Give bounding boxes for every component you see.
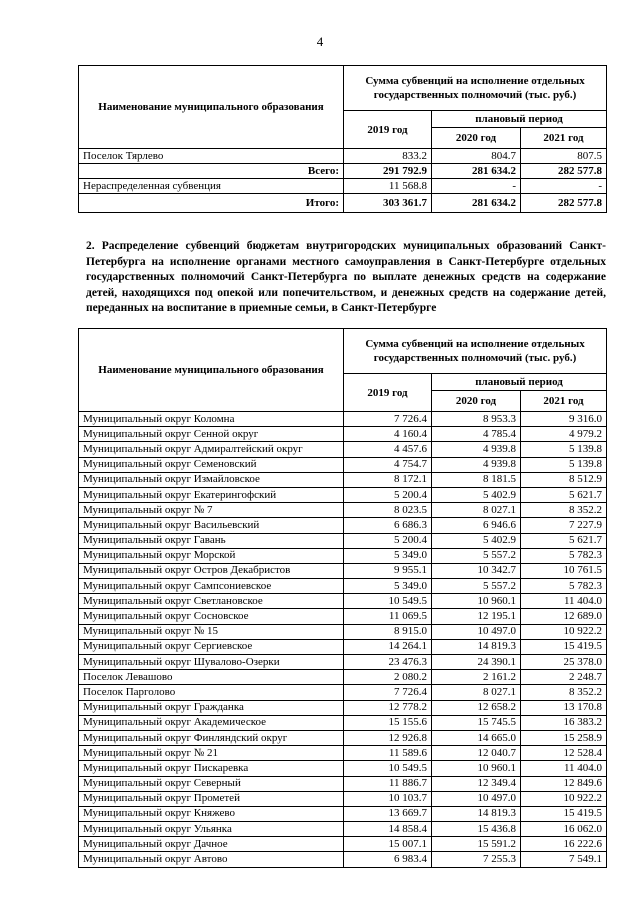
table-row	[79, 837, 607, 852]
value-2019: 11 589.6	[344, 746, 432, 761]
value-2019: 11 069.5	[344, 609, 432, 624]
row-name: Муниципальный округ Ульянка	[79, 822, 344, 837]
table-row	[79, 746, 607, 761]
value-2019: 12 778.2	[344, 700, 432, 715]
value-2019: 2 080.2	[344, 670, 432, 685]
value-2020: 6 946.6	[432, 518, 521, 533]
value-2019: 10 549.5	[344, 761, 432, 776]
row-name: Муниципальный округ № 7	[79, 503, 344, 518]
row-name: Муниципальный округ № 15	[79, 624, 344, 639]
value-2020: 4 939.8	[432, 442, 521, 457]
row-name: Муниципальный округ Екатерингофский	[79, 487, 344, 502]
value-2021: 807.5	[521, 149, 607, 164]
undistributed-row	[79, 179, 607, 194]
value-2020: 24 390.1	[432, 655, 521, 670]
value-2020: 8 027.1	[432, 685, 521, 700]
value-2021: 16 222.6	[521, 837, 607, 852]
value-2021: 12 528.4	[521, 746, 607, 761]
header-planned: плановый период	[432, 374, 607, 391]
value-2021: 10 922.2	[521, 791, 607, 806]
value-2019: 6 686.3	[344, 518, 432, 533]
value-2021: 12 849.6	[521, 776, 607, 791]
value-2021: 10 922.2	[521, 624, 607, 639]
value-2019: 5 200.4	[344, 487, 432, 502]
table-row	[79, 503, 607, 518]
row-name: Муниципальный округ Прометей	[79, 791, 344, 806]
table-row	[79, 670, 607, 685]
value-2019: 10 549.5	[344, 594, 432, 609]
value-2019: 5 349.0	[344, 579, 432, 594]
value-2020: 10 497.0	[432, 624, 521, 639]
value-2021: 16 062.0	[521, 822, 607, 837]
value-2021: 8 352.2	[521, 685, 607, 700]
table-row	[79, 715, 607, 730]
row-name: Муниципальный округ Сампсониевское	[79, 579, 344, 594]
value-2020: 804.7	[432, 149, 521, 164]
row-name: Поселок Тярлево	[79, 149, 344, 164]
row-name: Муниципальный округ Сергиевское	[79, 639, 344, 654]
value-2019: 9 955.1	[344, 563, 432, 578]
value-2019: 11 886.7	[344, 776, 432, 791]
row-name: Муниципальный округ Сосновское	[79, 609, 344, 624]
value-2019: 10 103.7	[344, 791, 432, 806]
row-name: Муниципальный округ Измайловское	[79, 472, 344, 487]
value-2019: 14 264.1	[344, 639, 432, 654]
header-sum-col: Сумма субвенций на исполнение отдельных государственных полномочий (тыс. руб.)	[344, 66, 607, 111]
table-row	[79, 700, 607, 715]
header-sum-col: Сумма субвенций на исполнение отдельных государственных полномочий (тыс. руб.)	[344, 329, 607, 374]
row-name: Муниципальный округ Васильевский	[79, 518, 344, 533]
table-row	[79, 518, 607, 533]
value-2020: 15 591.2	[432, 837, 521, 852]
row-name: Муниципальный округ Светлановское	[79, 594, 344, 609]
value-2019: 8 023.5	[344, 503, 432, 518]
value-2020: 8 027.1	[432, 503, 521, 518]
value-2019: 7 726.4	[344, 412, 432, 427]
table-row	[79, 639, 607, 654]
row-name: Муниципальный округ Остров Декабристов	[79, 563, 344, 578]
header-2019: 2019 год	[344, 111, 432, 149]
value-2019: 23 476.3	[344, 655, 432, 670]
total-2020: 281 634.2	[432, 164, 521, 179]
row-name: Муниципальный округ № 21	[79, 746, 344, 761]
value-2021: 12 689.0	[521, 609, 607, 624]
value-2019: 15 007.1	[344, 837, 432, 852]
value-2019: 11 568.8	[344, 179, 432, 194]
value-2020: 7 255.3	[432, 852, 521, 867]
value-2020: 10 960.1	[432, 594, 521, 609]
header-2020: 2020 год	[432, 128, 521, 149]
value-2021: 7 227.9	[521, 518, 607, 533]
value-2021: 5 621.7	[521, 533, 607, 548]
table-row	[79, 776, 607, 791]
table-row	[79, 655, 607, 670]
value-2020: 12 040.7	[432, 746, 521, 761]
table-row	[79, 563, 607, 578]
value-2019: 8 172.1	[344, 472, 432, 487]
value-2019: 5 200.4	[344, 533, 432, 548]
total-label: Всего:	[79, 164, 344, 179]
row-name: Муниципальный округ Сенной округ	[79, 427, 344, 442]
row-name: Нераспределенная субвенция	[79, 179, 344, 194]
table-row	[79, 457, 607, 472]
value-2019: 833.2	[344, 149, 432, 164]
table-row	[79, 609, 607, 624]
row-name: Муниципальный округ Шувалово-Озерки	[79, 655, 344, 670]
value-2019: 4 754.7	[344, 457, 432, 472]
value-2019: 12 926.8	[344, 730, 432, 745]
table-row	[79, 548, 607, 563]
value-2021: 15 419.5	[521, 806, 607, 821]
table-row	[79, 427, 607, 442]
row-name: Муниципальный округ Гражданка	[79, 700, 344, 715]
value-2021: 15 419.5	[521, 639, 607, 654]
row-name: Поселок Парголово	[79, 685, 344, 700]
value-2020: 15 436.8	[432, 822, 521, 837]
value-2020: 8 181.5	[432, 472, 521, 487]
table-row	[79, 852, 607, 867]
value-2019: 15 155.6	[344, 715, 432, 730]
value-2020: 4 785.4	[432, 427, 521, 442]
value-2021: -	[521, 179, 607, 194]
table-row	[79, 761, 607, 776]
section-2-heading: 2. Распределение субвенций бюджетам внутригородских муниципальных образований Санкт-Петербурга на исполнение органами местного самоуправления в Санкт-Петербурге отдельных государственных полномочий Санкт-Петербурга по выплате денежных средств на содержание детей, находящихся под опекой или попечительством, и денежных средств на содержание детей, переданных на воспитание в приемные семьи, в Санкт-Петербурге	[86, 240, 606, 314]
subsidy-table-2	[78, 328, 607, 868]
value-2019: 13 669.7	[344, 806, 432, 821]
row-name: Муниципальный округ Финляндский округ	[79, 730, 344, 745]
value-2019: 7 726.4	[344, 685, 432, 700]
header-planned: плановый период	[432, 111, 607, 128]
row-name: Муниципальный округ Коломна	[79, 412, 344, 427]
value-2021: 5 139.8	[521, 457, 607, 472]
table-row	[79, 442, 607, 457]
value-2020: 5 557.2	[432, 548, 521, 563]
value-2020: 12 658.2	[432, 700, 521, 715]
table-row	[79, 412, 607, 427]
value-2021: 25 378.0	[521, 655, 607, 670]
table-row	[79, 791, 607, 806]
table-row	[79, 730, 607, 745]
table-row	[79, 472, 607, 487]
value-2021: 11 404.0	[521, 594, 607, 609]
table-row	[79, 579, 607, 594]
value-2020: 14 819.3	[432, 639, 521, 654]
header-2019: 2019 год	[344, 374, 432, 412]
value-2019: 6 983.4	[344, 852, 432, 867]
value-2020: 10 497.0	[432, 791, 521, 806]
value-2020: 14 665.0	[432, 730, 521, 745]
row-name: Муниципальный округ Северный	[79, 776, 344, 791]
value-2021: 10 761.5	[521, 563, 607, 578]
grand-total-2020: 281 634.2	[432, 194, 521, 213]
value-2020: 5 402.9	[432, 487, 521, 502]
value-2019: 5 349.0	[344, 548, 432, 563]
grand-total-2021: 282 577.8	[521, 194, 607, 213]
row-name: Муниципальный округ Дачное	[79, 837, 344, 852]
value-2021: 8 352.2	[521, 503, 607, 518]
value-2021: 4 979.2	[521, 427, 607, 442]
total-2019: 291 792.9	[344, 164, 432, 179]
value-2021: 2 248.7	[521, 670, 607, 685]
grand-total-label: Итого:	[79, 194, 344, 213]
value-2021: 13 170.8	[521, 700, 607, 715]
row-name: Муниципальный округ Академическое	[79, 715, 344, 730]
value-2020: 10 960.1	[432, 761, 521, 776]
value-2020: 12 349.4	[432, 776, 521, 791]
total-row	[79, 164, 607, 179]
value-2019: 14 858.4	[344, 822, 432, 837]
table-row	[79, 822, 607, 837]
value-2020: 15 745.5	[432, 715, 521, 730]
value-2020: 12 195.1	[432, 609, 521, 624]
value-2020: 5 402.9	[432, 533, 521, 548]
header-2020: 2020 год	[432, 391, 521, 412]
table-row	[79, 624, 607, 639]
value-2020: 4 939.8	[432, 457, 521, 472]
row-name: Муниципальный округ Княжево	[79, 806, 344, 821]
value-2021: 16 383.2	[521, 715, 607, 730]
table-row	[79, 806, 607, 821]
page-number: 4	[316, 34, 324, 49]
row-name: Муниципальный округ Семеновский	[79, 457, 344, 472]
value-2019: 4 160.4	[344, 427, 432, 442]
value-2021: 9 316.0	[521, 412, 607, 427]
table-row	[79, 149, 607, 164]
value-2020: 10 342.7	[432, 563, 521, 578]
grand-total-row	[79, 194, 607, 213]
row-name: Муниципальный округ Автово	[79, 852, 344, 867]
value-2019: 4 457.6	[344, 442, 432, 457]
value-2020: 2 161.2	[432, 670, 521, 685]
subsidy-table-1	[78, 65, 607, 213]
row-name: Муниципальный округ Адмиралтейский округ	[79, 442, 344, 457]
value-2020: 8 953.3	[432, 412, 521, 427]
header-name-col: Наименование муниципального образования	[79, 66, 344, 149]
value-2021: 5 782.3	[521, 579, 607, 594]
row-name: Поселок Левашово	[79, 670, 344, 685]
table-row	[79, 487, 607, 502]
grand-total-2019: 303 361.7	[344, 194, 432, 213]
table-row	[79, 685, 607, 700]
header-2021: 2021 год	[521, 128, 607, 149]
value-2021: 11 404.0	[521, 761, 607, 776]
row-name: Муниципальный округ Гавань	[79, 533, 344, 548]
table-row	[79, 594, 607, 609]
total-2021: 282 577.8	[521, 164, 607, 179]
value-2021: 8 512.9	[521, 472, 607, 487]
value-2021: 7 549.1	[521, 852, 607, 867]
value-2020: 14 819.3	[432, 806, 521, 821]
table-row	[79, 533, 607, 548]
row-name: Муниципальный округ Пискаревка	[79, 761, 344, 776]
value-2021: 5 621.7	[521, 487, 607, 502]
value-2021: 5 782.3	[521, 548, 607, 563]
value-2019: 8 915.0	[344, 624, 432, 639]
header-name-col: Наименование муниципального образования	[79, 329, 344, 412]
header-2021: 2021 год	[521, 391, 607, 412]
value-2021: 5 139.8	[521, 442, 607, 457]
row-name: Муниципальный округ Морской	[79, 548, 344, 563]
value-2021: 15 258.9	[521, 730, 607, 745]
value-2020: 5 557.2	[432, 579, 521, 594]
value-2020: -	[432, 179, 521, 194]
